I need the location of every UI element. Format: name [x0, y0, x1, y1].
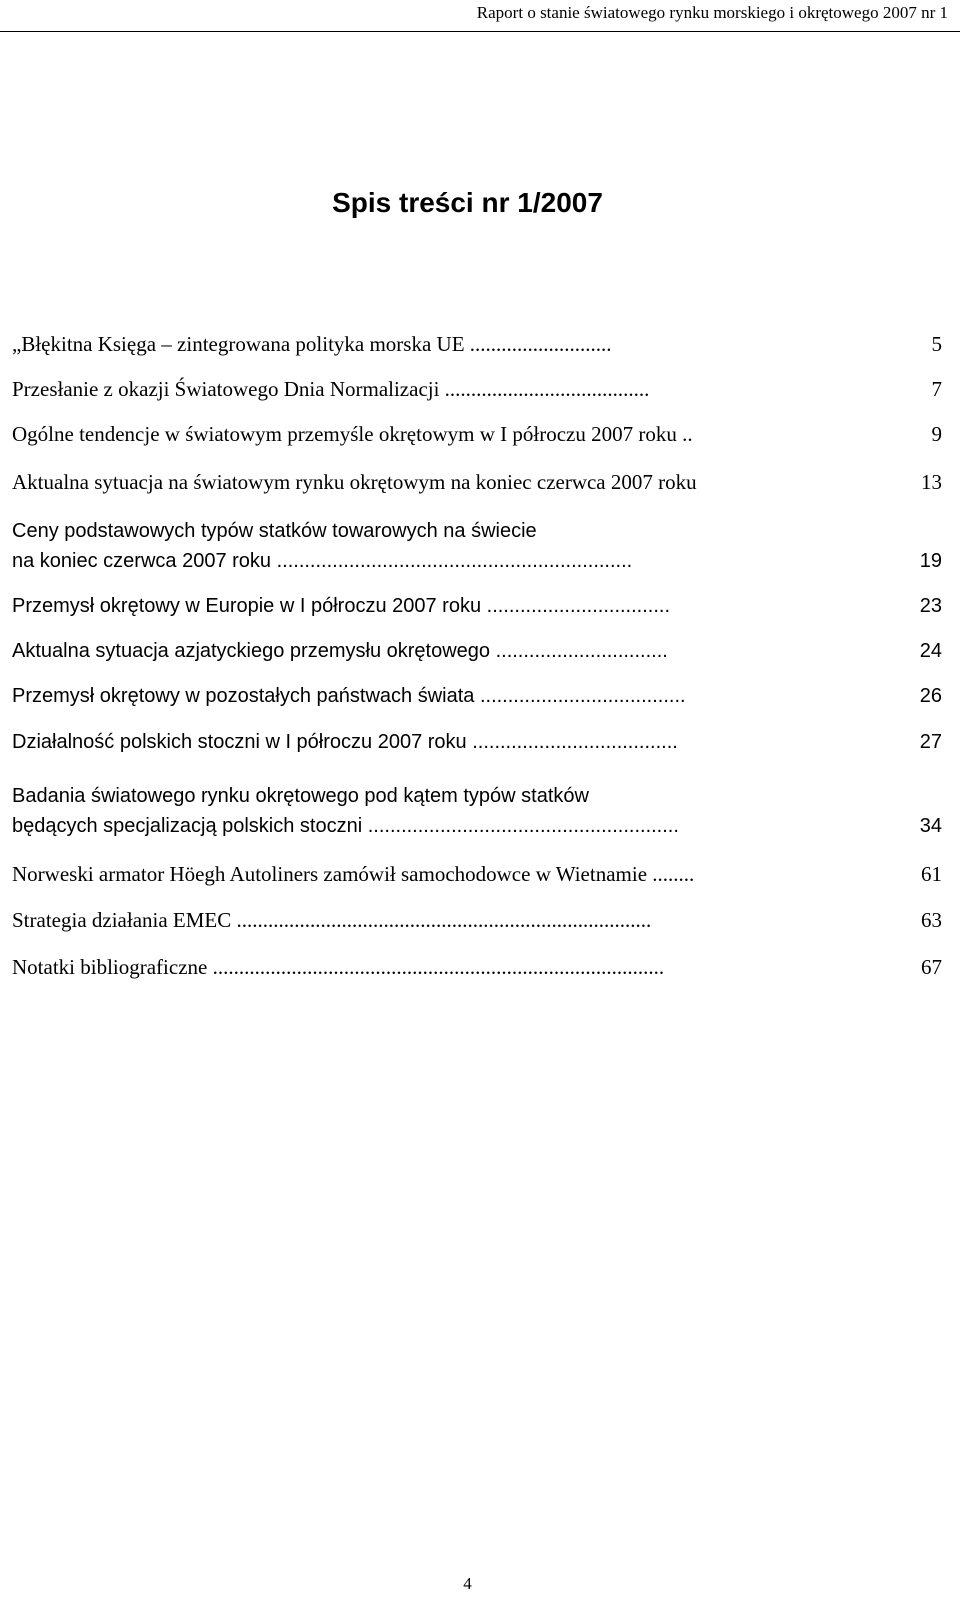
toc-entry-text: Strategia działania EMEC ............................................................................... [12, 908, 652, 932]
toc-entry-page: 24 [919, 640, 942, 662]
toc-entry-page: 61 [921, 862, 942, 886]
toc-entry-text-line-1: Badania światowego rynku okrętowego pod kątem typów statków [12, 785, 589, 807]
toc-entry-page: 26 [919, 685, 942, 707]
page-number: 4 [463, 1574, 472, 1593]
toc-entry-text-line-1: Ceny podstawowych typów statków towarowych na świecie [12, 520, 537, 542]
toc-entry-text-line-2: na koniec czerwca 2007 roku ................................................................ [12, 550, 633, 572]
toc-entry-text: „Błękitna Księga – zintegrowana polityka morska UE ........................... [12, 332, 612, 356]
document-title: Spis treści nr 1/2007 [332, 187, 603, 218]
toc-entry-badania-rynku[interactable] [12, 781, 942, 841]
toc-entry-text: Przemysł okrętowy w Europie w I półroczu 2007 roku ................................. [12, 595, 671, 617]
running-header [0, 0, 960, 32]
toc-entry-page: 67 [921, 955, 942, 979]
toc-entry-page: 5 [931, 332, 942, 356]
toc-entry-text: Przemysł okrętowy w pozostałych państwach świata ..................................... [12, 685, 686, 707]
toc-entry-page: 27 [919, 731, 942, 753]
toc-entry-text: Przesłanie z okazji Światowego Dnia Normalizacji ....................................... [12, 377, 650, 401]
toc-entry-text: Aktualna sytuacja azjatyckiego przemysłu okrętowego ............................... [12, 640, 668, 662]
toc-entry-page: 63 [921, 908, 942, 932]
toc-entry-text: Ogólne tendencje w światowym przemyśle okrętowym w I półroczu 2007 roku .. [12, 422, 693, 446]
toc-entry-page: 9 [931, 422, 942, 446]
toc-entry-text: Notatki bibliograficzne ...................................................................................... [12, 955, 665, 979]
toc-entry-page: 23 [919, 595, 942, 617]
toc-entry-page: 19 [919, 550, 942, 572]
toc-entry-ceny-statkow[interactable] [12, 516, 942, 576]
toc-entry-text: Działalność polskich stoczni w I półroczu 2007 roku ..................................... [12, 731, 678, 753]
toc-entry-text-line-2: będących specjalizacją polskich stoczni ........................................................ [12, 815, 679, 837]
toc-entry-text: Norweski armator Höegh Autoliners zamówił samochodowce w Wietnamie ........ [12, 862, 695, 886]
toc-entry-page: 34 [919, 815, 942, 837]
toc-entry-text: Aktualna sytuacja na światowym rynku okrętowym na koniec czerwca 2007 roku [12, 470, 697, 494]
toc-entry-page: 13 [921, 470, 942, 494]
toc-entry-page: 7 [931, 377, 942, 401]
running-header-text: Raport o stanie światowego rynku morskiego i okrętowego 2007 nr 1 [476, 3, 948, 22]
